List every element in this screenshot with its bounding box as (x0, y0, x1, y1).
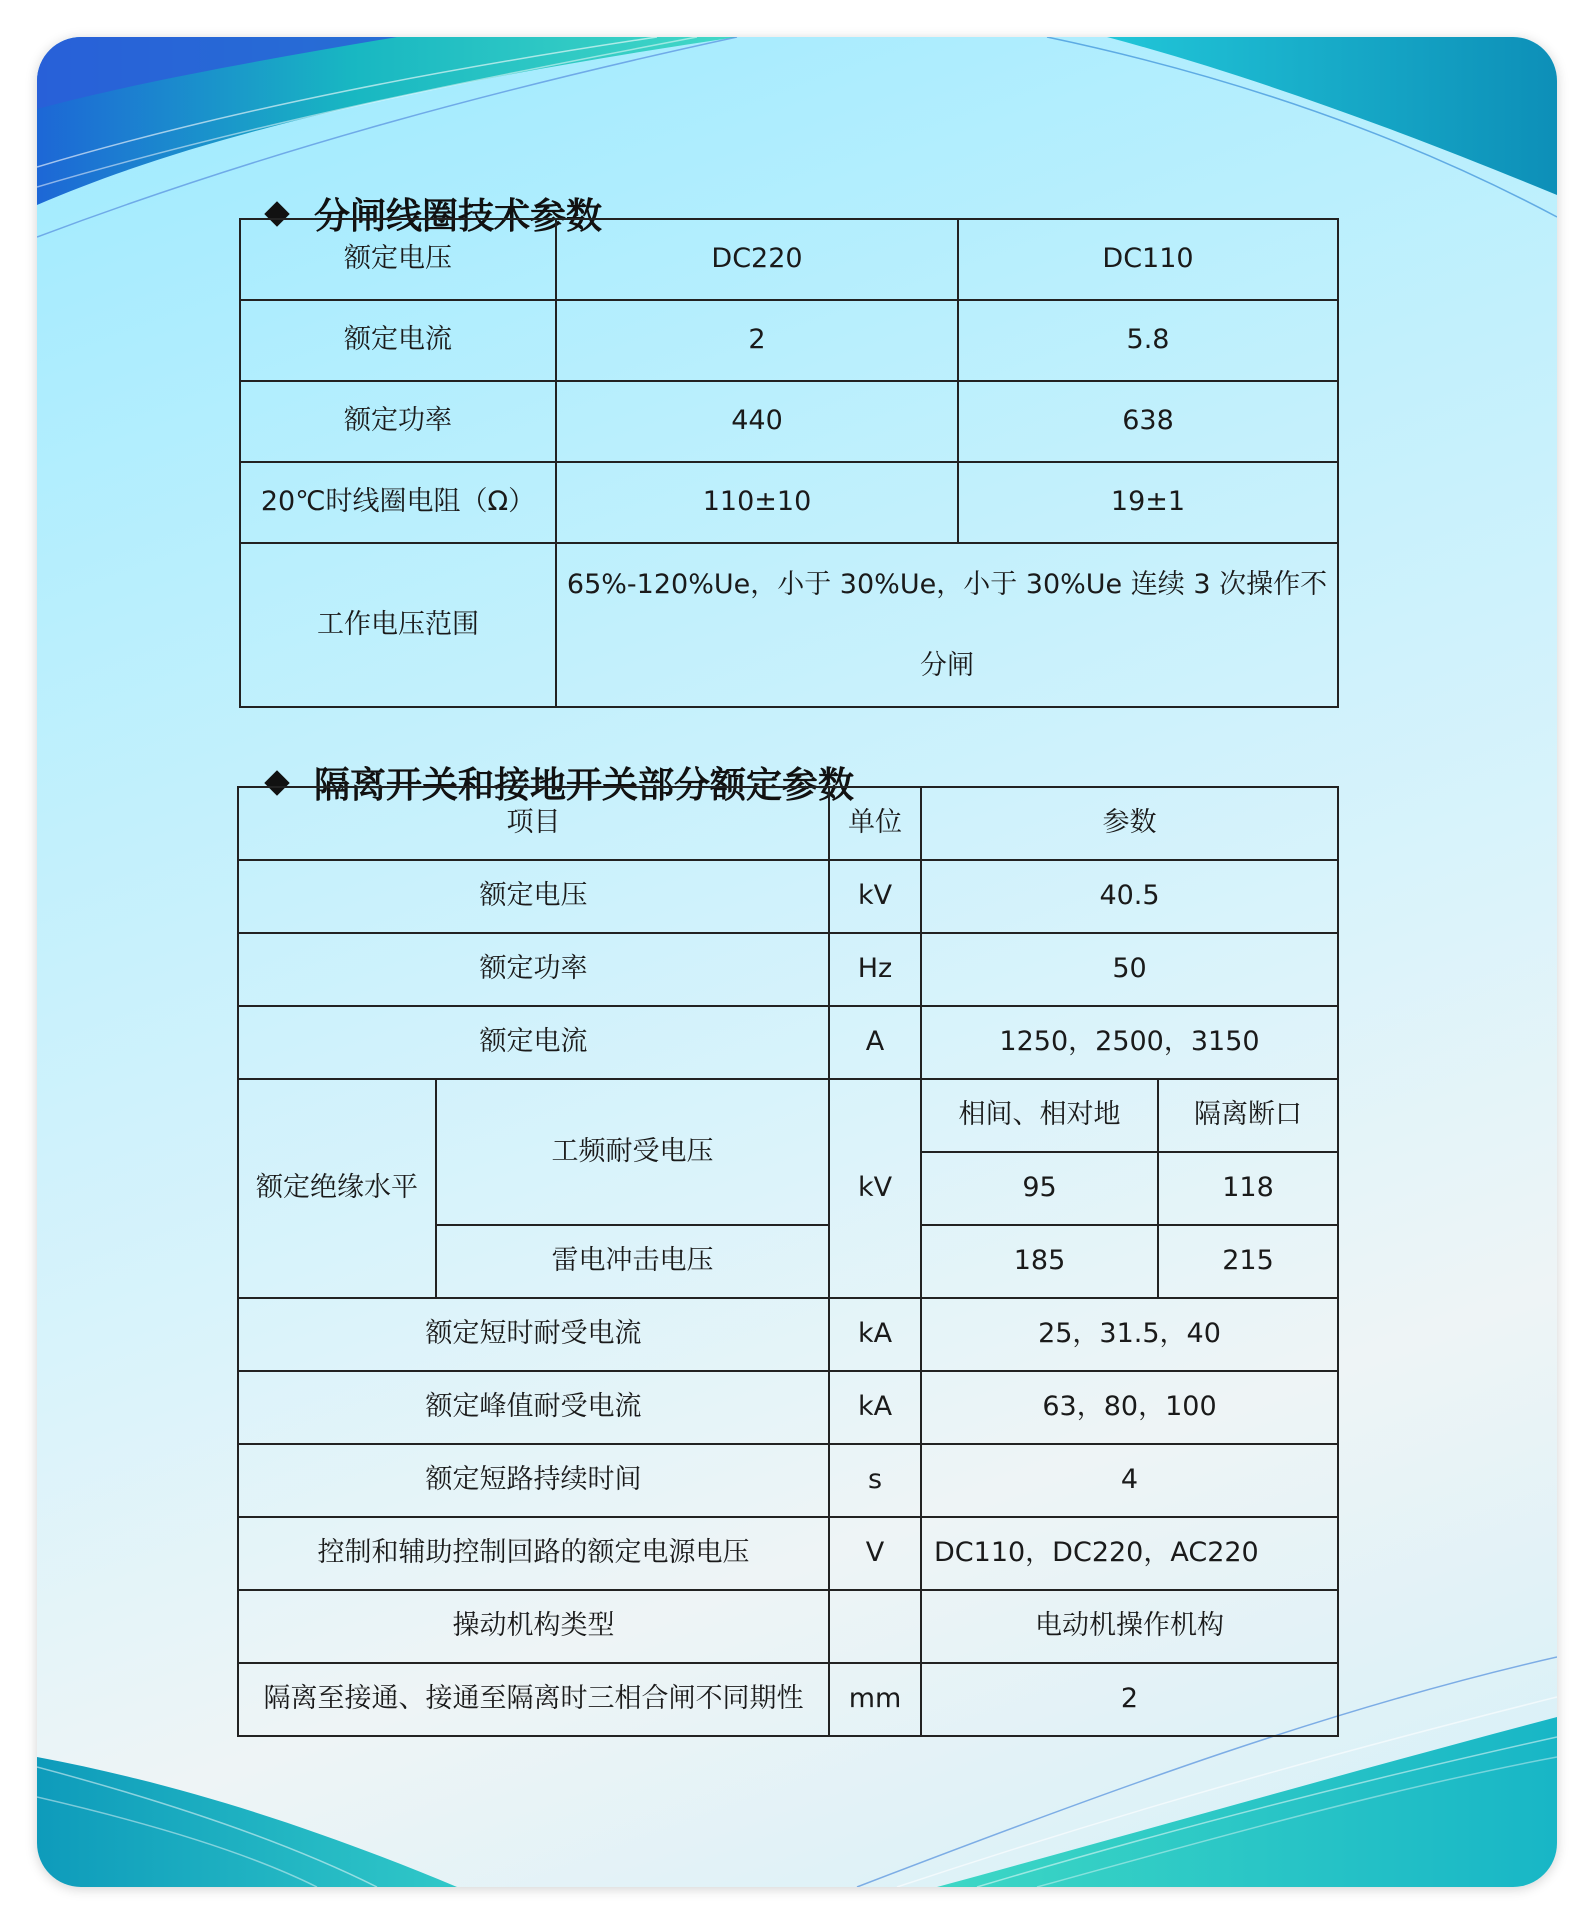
item-cell: 额定电压 (238, 860, 829, 933)
section1-title: 分闸线圈技术参数 (314, 196, 603, 237)
section2-title: 隔离开关和接地开关部分额定参数 (314, 765, 855, 806)
item-cell: 控制和辅助控制回路的额定电源电压 (238, 1517, 829, 1590)
table-row (240, 381, 1338, 462)
table-row (240, 543, 1338, 707)
row-label: 20℃时线圈电阻（Ω） (240, 462, 556, 543)
item-cell: 隔离至接通、接通至隔离时三相合闸不同期性 (238, 1663, 829, 1736)
dc110-value: 638 (958, 381, 1338, 462)
insulation-row (238, 1079, 1338, 1152)
lightning-gap-value: 215 (1158, 1225, 1338, 1298)
dc110-value: 5.8 (958, 300, 1338, 381)
unit-cell: kV (829, 860, 921, 933)
item-cell: 额定功率 (238, 933, 829, 1006)
insulation-unit: kV (829, 1079, 921, 1298)
table-row (238, 1371, 1338, 1444)
voltage-range-value: 65%-120%Ue，小于 30%Ue，小于 30%Ue 连续 3 次操作不分闸 (556, 543, 1338, 707)
table-row (238, 1006, 1338, 1079)
opening-coil-parameters-table (239, 218, 1339, 708)
dc110-value: 19±1 (958, 462, 1338, 543)
value-cell: 50 (921, 933, 1338, 1006)
row-label: 工作电压范围 (240, 543, 556, 707)
insulation-label: 额定绝缘水平 (238, 1079, 436, 1298)
table-row (238, 1590, 1338, 1663)
table-row (238, 860, 1338, 933)
dc220-value: DC220 (556, 219, 958, 300)
item-cell: 操动机构类型 (238, 1590, 829, 1663)
value-cell: DC110，DC220，AC220 (921, 1517, 1338, 1590)
unit-cell: kA (829, 1298, 921, 1371)
value-cell: 25，31.5，40 (921, 1298, 1338, 1371)
unit-cell: mm (829, 1663, 921, 1736)
power-frequency-gap-value: 118 (1158, 1152, 1338, 1225)
power-frequency-label: 工频耐受电压 (436, 1079, 829, 1225)
table-row (238, 1444, 1338, 1517)
value-cell: 40.5 (921, 860, 1338, 933)
item-cell: 额定电流 (238, 1006, 829, 1079)
table-row (240, 219, 1338, 300)
dc220-value: 110±10 (556, 462, 958, 543)
lightning-impulse-label: 雷电冲击电压 (436, 1225, 829, 1298)
dc220-value: 2 (556, 300, 958, 381)
item-cell: 额定短时耐受电流 (238, 1298, 829, 1371)
value-cell: 2 (921, 1663, 1338, 1736)
value-cell: 63，80，100 (921, 1371, 1338, 1444)
unit-cell: kA (829, 1371, 921, 1444)
table-header-row (238, 787, 1338, 860)
table-row (240, 462, 1338, 543)
item-cell: 额定峰值耐受电流 (238, 1371, 829, 1444)
row-label: 额定功率 (240, 381, 556, 462)
value-cell: 1250，2500，3150 (921, 1006, 1338, 1079)
row-label: 额定电压 (240, 219, 556, 300)
table-row (240, 300, 1338, 381)
table-row (238, 1517, 1338, 1590)
value-cell: 电动机操作机构 (921, 1590, 1338, 1663)
table-row (238, 1663, 1338, 1736)
dc110-value: DC110 (958, 219, 1338, 300)
dc220-value: 440 (556, 381, 958, 462)
phase-to-ground-header: 相间、相对地 (921, 1079, 1158, 1152)
unit-cell: V (829, 1517, 921, 1590)
row-label: 额定电流 (240, 300, 556, 381)
item-cell: 额定短路持续时间 (238, 1444, 829, 1517)
table-row (238, 1298, 1338, 1371)
unit-cell: A (829, 1006, 921, 1079)
disconnector-rated-parameters-table (237, 786, 1339, 1737)
header-item: 项目 (238, 787, 829, 860)
unit-cell: Hz (829, 933, 921, 1006)
table-row (238, 933, 1338, 1006)
power-frequency-phase-value: 95 (921, 1152, 1158, 1225)
unit-cell: s (829, 1444, 921, 1517)
lightning-phase-value: 185 (921, 1225, 1158, 1298)
unit-cell (829, 1590, 921, 1663)
header-param: 参数 (921, 787, 1338, 860)
header-unit: 单位 (829, 787, 921, 860)
isolation-gap-header: 隔离断口 (1158, 1079, 1338, 1152)
value-cell: 4 (921, 1444, 1338, 1517)
